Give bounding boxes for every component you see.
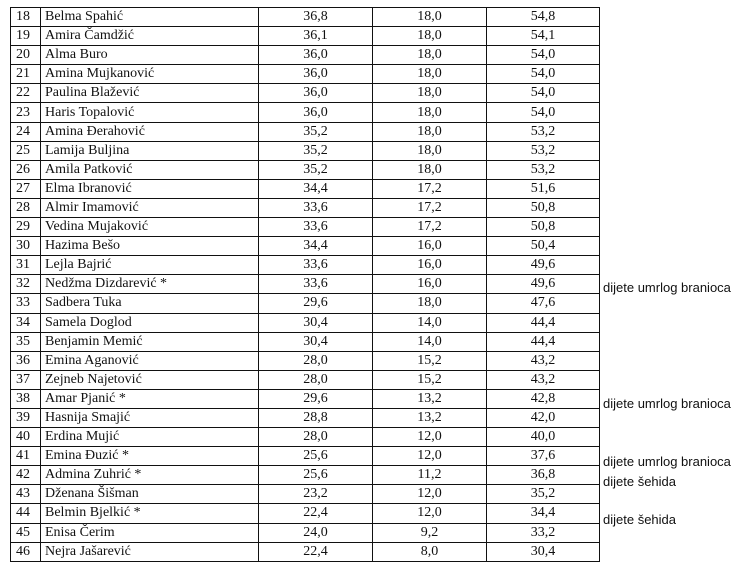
name-cell: Zejneb Najetović	[41, 370, 259, 389]
score-a-cell: 36,0	[259, 46, 373, 65]
table-row	[11, 485, 600, 504]
name-cell: Hasnija Smajić	[41, 408, 259, 427]
score-a-cell: 33,6	[259, 275, 373, 294]
table-row	[11, 27, 600, 46]
total-cell: 44,4	[487, 332, 600, 351]
row-note: dijete šehida	[603, 473, 676, 489]
total-cell: 49,6	[487, 275, 600, 294]
total-cell: 50,4	[487, 237, 600, 256]
score-b-cell: 14,0	[373, 332, 487, 351]
name-cell: Amila Patković	[41, 160, 259, 179]
score-a-cell: 34,4	[259, 237, 373, 256]
score-a-cell: 34,4	[259, 179, 373, 198]
score-a-cell: 35,2	[259, 122, 373, 141]
table-row	[11, 84, 600, 103]
rank-cell: 34	[11, 313, 41, 332]
name-cell: Enisa Čerim	[41, 523, 259, 542]
total-cell: 40,0	[487, 428, 600, 447]
total-cell: 54,0	[487, 46, 600, 65]
row-note: dijete šehida	[603, 512, 676, 528]
table-row	[11, 237, 600, 256]
score-a-cell: 22,4	[259, 504, 373, 523]
table-row	[11, 389, 600, 408]
score-a-cell: 33,6	[259, 218, 373, 237]
name-cell: Haris Topalović	[41, 103, 259, 122]
rank-cell: 36	[11, 351, 41, 370]
total-cell: 54,0	[487, 84, 600, 103]
score-b-cell: 18,0	[373, 65, 487, 84]
table-row	[11, 218, 600, 237]
name-cell: Emina Aganović	[41, 351, 259, 370]
total-cell: 37,6	[487, 447, 600, 466]
rank-cell: 24	[11, 122, 41, 141]
rank-cell: 25	[11, 141, 41, 160]
rank-cell: 35	[11, 332, 41, 351]
rank-cell: 45	[11, 523, 41, 542]
rank-cell: 20	[11, 46, 41, 65]
rank-cell: 21	[11, 65, 41, 84]
rank-cell: 32	[11, 275, 41, 294]
name-cell: Lamija Buljina	[41, 141, 259, 160]
rank-cell: 23	[11, 103, 41, 122]
score-b-cell: 18,0	[373, 141, 487, 160]
score-b-cell: 16,0	[373, 256, 487, 275]
total-cell: 49,6	[487, 256, 600, 275]
total-cell: 53,2	[487, 160, 600, 179]
total-cell: 43,2	[487, 370, 600, 389]
name-cell: Vedina Mujaković	[41, 218, 259, 237]
total-cell: 54,0	[487, 103, 600, 122]
name-cell: Hazima Bešo	[41, 237, 259, 256]
score-a-cell: 22,4	[259, 542, 373, 561]
table-row	[11, 141, 600, 160]
score-a-cell: 25,6	[259, 466, 373, 485]
table-row	[11, 447, 600, 466]
rank-cell: 28	[11, 198, 41, 217]
rank-cell: 26	[11, 160, 41, 179]
score-a-cell: 24,0	[259, 523, 373, 542]
rank-cell: 41	[11, 447, 41, 466]
table-row	[11, 428, 600, 447]
total-cell: 44,4	[487, 313, 600, 332]
score-b-cell: 11,2	[373, 466, 487, 485]
table-row	[11, 504, 600, 523]
score-a-cell: 28,0	[259, 370, 373, 389]
rank-cell: 44	[11, 504, 41, 523]
score-b-cell: 9,2	[373, 523, 487, 542]
table-row	[11, 8, 600, 27]
score-b-cell: 18,0	[373, 84, 487, 103]
score-b-cell: 16,0	[373, 275, 487, 294]
score-b-cell: 12,0	[373, 447, 487, 466]
row-note: dijete umrlog branioca	[603, 454, 731, 470]
score-b-cell: 18,0	[373, 294, 487, 313]
score-b-cell: 18,0	[373, 46, 487, 65]
name-cell: Nedžma Dizdarević *	[41, 275, 259, 294]
name-cell: Emina Đuzić *	[41, 447, 259, 466]
name-cell: Amina Đerahović	[41, 122, 259, 141]
total-cell: 43,2	[487, 351, 600, 370]
total-cell: 54,1	[487, 27, 600, 46]
table-row	[11, 313, 600, 332]
table-row	[11, 466, 600, 485]
score-a-cell: 36,0	[259, 84, 373, 103]
score-b-cell: 18,0	[373, 122, 487, 141]
name-cell: Elma Ibranović	[41, 179, 259, 198]
rank-cell: 39	[11, 408, 41, 427]
rank-cell: 19	[11, 27, 41, 46]
name-cell: Amar Pjanić *	[41, 389, 259, 408]
total-cell: 30,4	[487, 542, 600, 561]
score-b-cell: 14,0	[373, 313, 487, 332]
total-cell: 53,2	[487, 141, 600, 160]
score-a-cell: 35,2	[259, 160, 373, 179]
table-row	[11, 351, 600, 370]
rank-cell: 18	[11, 8, 41, 27]
score-b-cell: 12,0	[373, 428, 487, 447]
rank-cell: 38	[11, 389, 41, 408]
name-cell: Nejra Jašarević	[41, 542, 259, 561]
total-cell: 42,8	[487, 389, 600, 408]
score-a-cell: 28,0	[259, 428, 373, 447]
table-row	[11, 179, 600, 198]
table-row	[11, 46, 600, 65]
total-cell: 54,0	[487, 65, 600, 84]
score-a-cell: 36,0	[259, 65, 373, 84]
score-b-cell: 17,2	[373, 179, 487, 198]
total-cell: 35,2	[487, 485, 600, 504]
score-b-cell: 15,2	[373, 370, 487, 389]
total-cell: 50,8	[487, 198, 600, 217]
score-a-cell: 35,2	[259, 141, 373, 160]
score-b-cell: 18,0	[373, 27, 487, 46]
rank-cell: 37	[11, 370, 41, 389]
total-cell: 51,6	[487, 179, 600, 198]
score-b-cell: 12,0	[373, 504, 487, 523]
score-a-cell: 36,8	[259, 8, 373, 27]
score-a-cell: 30,4	[259, 332, 373, 351]
rank-cell: 40	[11, 428, 41, 447]
total-cell: 36,8	[487, 466, 600, 485]
rank-cell: 29	[11, 218, 41, 237]
rank-cell: 43	[11, 485, 41, 504]
table-row	[11, 332, 600, 351]
table-row	[11, 160, 600, 179]
total-cell: 54,8	[487, 8, 600, 27]
name-cell: Lejla Bajrić	[41, 256, 259, 275]
total-cell: 53,2	[487, 122, 600, 141]
table-row	[11, 198, 600, 217]
name-cell: Paulina Blažević	[41, 84, 259, 103]
rank-cell: 27	[11, 179, 41, 198]
name-cell: Amira Čamdžić	[41, 27, 259, 46]
row-note: dijete umrlog branioca	[603, 396, 731, 411]
row-note: dijete umrlog branioca	[603, 279, 731, 295]
table-row	[11, 103, 600, 122]
results-table	[10, 7, 600, 562]
name-cell: Belmin Bjelkić *	[41, 504, 259, 523]
score-a-cell: 33,6	[259, 198, 373, 217]
name-cell: Benjamin Memić	[41, 332, 259, 351]
table-row	[11, 370, 600, 389]
name-cell: Almir Imamović	[41, 198, 259, 217]
rank-cell: 30	[11, 237, 41, 256]
score-b-cell: 18,0	[373, 8, 487, 27]
score-b-cell: 18,0	[373, 103, 487, 122]
table-row	[11, 523, 600, 542]
table-row	[11, 294, 600, 313]
name-cell: Amina Mujkanović	[41, 65, 259, 84]
name-cell: Sadbera Tuka	[41, 294, 259, 313]
score-a-cell: 29,6	[259, 294, 373, 313]
score-b-cell: 12,0	[373, 485, 487, 504]
score-b-cell: 16,0	[373, 237, 487, 256]
name-cell: Belma Spahić	[41, 8, 259, 27]
table-row	[11, 122, 600, 141]
score-b-cell: 18,0	[373, 160, 487, 179]
rank-cell: 31	[11, 256, 41, 275]
score-a-cell: 30,4	[259, 313, 373, 332]
total-cell: 42,0	[487, 408, 600, 427]
score-a-cell: 36,1	[259, 27, 373, 46]
rank-cell: 46	[11, 542, 41, 561]
score-a-cell: 29,6	[259, 389, 373, 408]
score-a-cell: 33,6	[259, 256, 373, 275]
results-sheet	[10, 7, 600, 562]
score-b-cell: 8,0	[373, 542, 487, 561]
score-a-cell: 36,0	[259, 103, 373, 122]
name-cell: Erdina Mujić	[41, 428, 259, 447]
table-row	[11, 542, 600, 561]
rank-cell: 42	[11, 466, 41, 485]
score-b-cell: 15,2	[373, 351, 487, 370]
score-a-cell: 25,6	[259, 447, 373, 466]
total-cell: 34,4	[487, 504, 600, 523]
table-row	[11, 408, 600, 427]
score-b-cell: 13,2	[373, 408, 487, 427]
results-table-body	[11, 8, 600, 562]
name-cell: Alma Buro	[41, 46, 259, 65]
score-b-cell: 13,2	[373, 389, 487, 408]
name-cell: Admina Zuhrić *	[41, 466, 259, 485]
score-b-cell: 17,2	[373, 198, 487, 217]
total-cell: 33,2	[487, 523, 600, 542]
score-b-cell: 17,2	[373, 218, 487, 237]
table-row	[11, 275, 600, 294]
total-cell: 50,8	[487, 218, 600, 237]
name-cell: Dženana Šišman	[41, 485, 259, 504]
score-a-cell: 23,2	[259, 485, 373, 504]
table-row	[11, 256, 600, 275]
score-a-cell: 28,0	[259, 351, 373, 370]
rank-cell: 22	[11, 84, 41, 103]
name-cell: Samela Doglod	[41, 313, 259, 332]
score-a-cell: 28,8	[259, 408, 373, 427]
rank-cell: 33	[11, 294, 41, 313]
table-row	[11, 65, 600, 84]
total-cell: 47,6	[487, 294, 600, 313]
